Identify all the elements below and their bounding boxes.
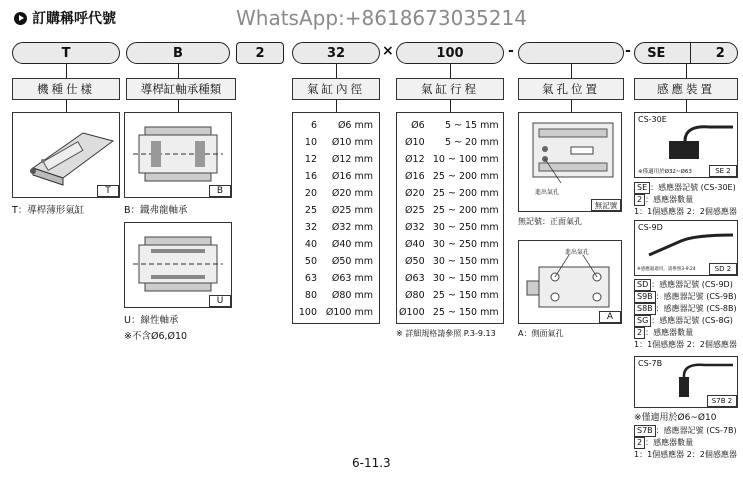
connector: [66, 64, 67, 78]
page-number: 6-11.3: [352, 456, 391, 470]
sensor-cs9d-box: [634, 220, 738, 276]
legend-line: [634, 437, 737, 449]
cell-value: 25 ~ 200 mm: [432, 205, 499, 216]
table-row: [397, 287, 501, 304]
legend-line: [634, 315, 737, 327]
table-row: [293, 134, 375, 151]
port-side-label: 進出氣孔: [565, 249, 590, 256]
connector: [178, 64, 179, 78]
cell-value: Ø12 mm: [331, 154, 373, 165]
cell-code: 12: [304, 154, 317, 165]
cell-code: 50: [304, 256, 317, 267]
cell-code: 63: [304, 273, 317, 284]
header-stroke: 氣缸行程: [396, 78, 504, 100]
bearing-b-box: [124, 112, 232, 198]
code-pill-fixed: 2: [236, 42, 284, 64]
legend-qty: 1：1個感應器 2：2個感應器: [634, 450, 737, 459]
code-box: 2: [634, 437, 645, 449]
bearing-b-tag: B: [209, 185, 231, 197]
cell-value: Ø10 mm: [331, 137, 373, 148]
sensor-cs30e-box: [634, 112, 738, 178]
stroke-note: ※ 詳細規格請參照 P.3-9.13: [396, 329, 496, 338]
cell-code: 25: [304, 205, 317, 216]
legend-text: ：感應器數量: [645, 438, 694, 447]
page-title: [14, 8, 116, 28]
port-front-illustration: [519, 113, 621, 211]
table-row: [293, 202, 375, 219]
cell-value: 30 ~ 150 mm: [432, 256, 499, 267]
bearing-b-caption: B：鐵弗龍軸承: [124, 205, 188, 216]
cell-value: Ø80 mm: [331, 290, 373, 301]
connector: [686, 100, 687, 112]
connector: [336, 64, 337, 78]
sensor-cs30e-tag: SE 2: [709, 165, 737, 177]
cell-code: Ø100: [399, 307, 425, 318]
cell-code: Ø40: [405, 239, 425, 250]
bearing-u-tag: U: [209, 295, 231, 307]
legend-qty: 1：1個感應器 2：2個感應器: [634, 207, 737, 216]
legend-line: [634, 194, 737, 206]
port-front-box: [518, 112, 622, 212]
header-bearing: 導桿缸軸承種類: [126, 78, 236, 100]
cell-code: 100: [298, 307, 317, 318]
legend-line: [634, 279, 737, 291]
legend-qty: 1：1個感應器 2：2個感應器: [634, 340, 737, 349]
code-box: S9B: [634, 291, 656, 303]
sensor-cs7b-legend: [634, 411, 737, 461]
table-row: [397, 168, 501, 185]
table-row: [293, 117, 375, 134]
sensor-cs9d-name: CS-9D: [638, 223, 663, 232]
code-box: S8B: [634, 303, 656, 315]
cell-value: 10 ~ 100 mm: [432, 154, 499, 165]
sensor-cs30e-name: CS-30E: [638, 115, 667, 124]
cell-value: Ø6 mm: [337, 120, 373, 131]
cell-code: Ø50: [405, 256, 425, 267]
table-row: [397, 117, 501, 134]
port-side-box: [518, 240, 622, 324]
cell-value: 5 ~ 15 mm: [444, 120, 499, 131]
table-row: [293, 219, 375, 236]
cell-code: 32: [304, 222, 317, 233]
table-row: [293, 253, 375, 270]
sensor-cs30e-illustration: [655, 121, 735, 165]
stroke-table: [397, 117, 501, 321]
bore-table: [293, 117, 375, 321]
dash-1: -: [508, 43, 514, 59]
cell-value: 30 ~ 250 mm: [432, 239, 499, 250]
cell-value: 25 ~ 150 mm: [432, 307, 499, 318]
table-row: [397, 202, 501, 219]
header-port: 氣孔位置: [518, 78, 624, 100]
cell-value: 5 ~ 20 mm: [444, 137, 499, 148]
sensor-code: SE: [647, 45, 666, 61]
table-row: [397, 219, 501, 236]
port-front-tag: 無記號: [591, 199, 621, 211]
code-box: 2: [634, 194, 645, 206]
legend-text: ：感應器數量: [645, 328, 694, 337]
table-row: [293, 236, 375, 253]
code-pill-model: T: [12, 42, 120, 64]
connector: [450, 100, 451, 112]
table-row: [397, 185, 501, 202]
table-row: [293, 185, 375, 202]
times-sign: ×: [382, 43, 394, 59]
cell-code: Ø32: [405, 222, 425, 233]
bearing-u-note: ※不含Ø6,Ø10: [124, 331, 188, 342]
code-box: SD: [634, 279, 651, 291]
sensor-cs9d-tag: SD 2: [709, 263, 737, 275]
cell-value: 30 ~ 250 mm: [432, 222, 499, 233]
cell-code: Ø6: [411, 120, 425, 131]
legend-line: [634, 291, 737, 303]
legend-line: [634, 182, 737, 194]
code-box: S7B: [634, 425, 656, 437]
code-box: 2: [634, 327, 645, 339]
port-side-caption: A：側面氣孔: [518, 329, 564, 338]
cell-code: 40: [304, 239, 317, 250]
cell-code: Ø25: [405, 205, 425, 216]
header-sensor: 感應裝置: [634, 78, 738, 100]
table-row: [293, 151, 375, 168]
header-bore: 氣缸內徑: [292, 78, 380, 100]
connector: [571, 64, 572, 78]
sensor-cs9d-legend: [634, 279, 737, 351]
cell-value: Ø63 mm: [331, 273, 373, 284]
stroke-table-box: [396, 112, 504, 324]
model-tag: T: [97, 185, 119, 197]
code-box: SE: [634, 182, 650, 194]
header-model: 機種仕樣: [12, 78, 120, 100]
table-row: [293, 304, 375, 321]
cell-value: Ø100 mm: [325, 307, 373, 318]
cell-code: 20: [304, 188, 317, 199]
connector: [450, 64, 451, 78]
legend-text: ：感應器記號 (CS-30E): [650, 183, 736, 192]
table-row: [293, 287, 375, 304]
pill-divider: [690, 43, 692, 63]
sensor-cs30e-note: ※僅適用於Ø32~Ø63: [638, 169, 692, 175]
cell-value: Ø50 mm: [331, 256, 373, 267]
table-row: [397, 270, 501, 287]
bearing-u-box: [124, 222, 232, 308]
sensor-cs7b-note: ※僅適用於Ø6~Ø10: [634, 413, 717, 423]
title-text: 訂購稱呼代號: [32, 11, 116, 27]
sensor-cs9d-illustration: [645, 231, 735, 261]
bearing-u-caption: U：線性軸承: [124, 315, 179, 326]
cell-value: Ø25 mm: [331, 205, 373, 216]
sensor-count: 2: [715, 45, 725, 61]
port-side-tag: A: [599, 311, 621, 323]
code-pill-bearing: B: [126, 42, 230, 64]
legend-text: ：感應器記號 (CS-8B): [655, 304, 737, 313]
sensor-cs7b-name: CS-7B: [638, 359, 663, 368]
model-figure-box: [12, 112, 120, 198]
code-pill-port: [518, 42, 624, 64]
bullet-icon: [14, 12, 27, 25]
table-row: [397, 304, 501, 321]
port-front-label: 進出氣孔: [535, 189, 560, 196]
cell-code: 16: [304, 171, 317, 182]
legend-line: [634, 327, 737, 339]
cell-code: 10: [304, 137, 317, 148]
cell-code: 80: [304, 290, 317, 301]
legend-text: ：感應器記號 (CS-9D): [651, 280, 733, 289]
legend-text: ：感應器記號 (CS-8G): [651, 316, 733, 325]
cell-code: Ø16: [405, 171, 425, 182]
bore-table-box: [292, 112, 380, 324]
legend-text: ：感應器記號 (CS-9B): [655, 292, 737, 301]
cell-value: Ø20 mm: [331, 188, 373, 199]
dash-2: -: [625, 43, 631, 59]
legend-line: [634, 425, 737, 437]
connector: [336, 100, 337, 112]
table-row: [397, 253, 501, 270]
connector: [686, 64, 687, 78]
cell-value: 25 ~ 150 mm: [432, 290, 499, 301]
cell-code: Ø63: [405, 273, 425, 284]
table-row: [293, 168, 375, 185]
sensor-cs7b-tag: S7B 2: [707, 395, 737, 407]
cell-value: 30 ~ 150 mm: [432, 273, 499, 284]
cell-value: Ø32 mm: [331, 222, 373, 233]
cell-value: Ø16 mm: [331, 171, 373, 182]
code-box: SG: [634, 315, 651, 327]
table-row: [397, 236, 501, 253]
table-row: [397, 134, 501, 151]
cell-value: 25 ~ 200 mm: [432, 188, 499, 199]
cell-value: Ø40 mm: [331, 239, 373, 250]
code-pill-bore: 32: [292, 42, 380, 64]
watermark: WhatsApp:+8618673035214: [236, 6, 527, 30]
cell-code: Ø12: [405, 154, 425, 165]
sensor-cs30e-legend: [634, 182, 737, 218]
table-row: [397, 151, 501, 168]
model-caption: T：導桿薄形氣缸: [12, 205, 85, 216]
table-row: [293, 270, 375, 287]
cell-code: 6: [310, 120, 317, 131]
connector: [571, 100, 572, 112]
legend-line: [634, 303, 737, 315]
legend-text: ：感應器數量: [645, 195, 694, 204]
connector: [178, 100, 179, 112]
cell-value: 25 ~ 200 mm: [432, 171, 499, 182]
sensor-cs9d-note: ※感應器適用，請參照3-9.24: [637, 267, 696, 272]
code-pill-stroke: 100: [396, 42, 504, 64]
code-pill-sensor: [634, 42, 738, 64]
sensor-cs7b-box: [634, 356, 738, 408]
cell-code: Ø10: [405, 137, 425, 148]
legend-text: ：感應器記號 (CS-7B): [655, 426, 737, 435]
cell-code: Ø80: [405, 290, 425, 301]
cell-code: Ø20: [405, 188, 425, 199]
connector: [66, 100, 67, 112]
port-front-caption: 無記號：正面氣孔: [518, 217, 582, 226]
